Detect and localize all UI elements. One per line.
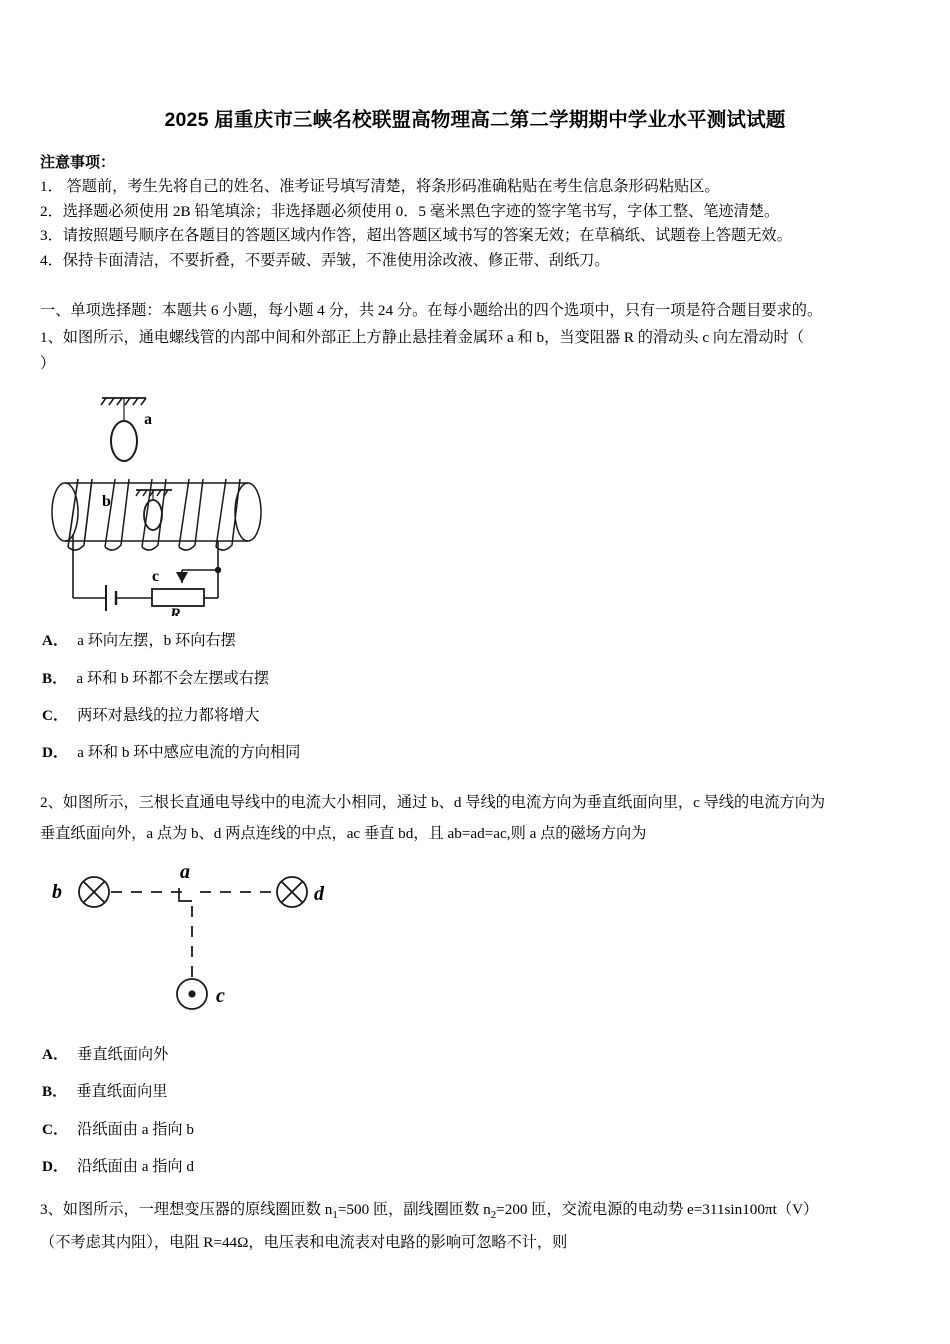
figure-solenoid-rings-circuit — [40, 384, 910, 616]
notice-heading: 注意事项： — [40, 154, 116, 172]
right-angle-marker — [179, 888, 192, 901]
option-label: D． — [42, 1157, 69, 1175]
three-wires-svg — [40, 858, 380, 1030]
q3-part-a: 3、如图所示，一理想变压器的原线圈匝数 n — [40, 1201, 333, 1219]
question-2-stem-line1: 2、如图所示，三根长直通电导线中的电流大小相同，通过 b、d 导线的电流方向为垂直纸面向里，c 导线的电流方向为 — [40, 793, 826, 811]
notice-list — [40, 175, 910, 274]
notice-item: 2．选择题必须使用 2B 铅笔填涂；非选择题必须使用 0．5 毫米黑色字迹的签字笔书写，字体工整、笔迹清楚。 — [40, 202, 780, 220]
solenoid-circuit-svg — [40, 384, 300, 616]
option-2-C — [40, 1118, 910, 1142]
question-2 — [40, 788, 910, 1180]
wire-b-into-page-icon — [79, 877, 109, 907]
question-1-options — [40, 629, 910, 765]
figure2-label-b: b — [52, 880, 62, 903]
option-text: 两环对悬线的拉力都将增大 — [77, 706, 260, 724]
q3-part-b: =500 匝，副线圈匝数 n — [337, 1201, 491, 1219]
question-2-stem-line2: 垂直纸面向外，a 点为 b、d 两点连线的中点，ac 垂直 bd，且 ab=ad=ac,则 a 点的磁场方向为 — [40, 824, 647, 842]
option-text: 沿纸面由 a 指向 d — [77, 1157, 195, 1175]
question-1 — [40, 326, 910, 766]
notice-item: 4．保持卡面清洁，不要折叠，不要弄破、弄皱，不准使用涂改液、修正带、刮纸刀。 — [40, 251, 610, 269]
option-label: B． — [42, 669, 68, 687]
question-1-stem-line2: ） — [40, 355, 56, 372]
option-text: a 环和 b 环都不会左摆或右摆 — [76, 669, 270, 687]
figure2-label-a: a — [180, 860, 190, 883]
figure-three-wires-field — [40, 858, 910, 1030]
option-1-B — [40, 667, 910, 691]
circuit-junction-dot — [215, 567, 221, 573]
option-text: 垂直纸面向外 — [77, 1045, 169, 1063]
option-2-D — [40, 1155, 910, 1179]
option-label: C． — [42, 1120, 69, 1138]
page-title: 2025 届重庆市三峡名校联盟高物理高二第二学期期中学业水平测试试题 — [164, 109, 786, 131]
option-label: D． — [42, 744, 69, 762]
question-3-stem-line1 — [40, 1195, 910, 1226]
option-2-B — [40, 1080, 910, 1104]
wire-d-into-page-icon — [277, 877, 307, 907]
section-heading: 一、单项选择题：本题共 6 小题，每小题 4 分，共 24 分。在每小题给出的四个选项中，只有一项是符合题目要求的。 — [40, 302, 823, 320]
rheostat-body — [152, 589, 204, 606]
option-label: A． — [42, 1045, 69, 1063]
figure1-label-R: R — [170, 606, 181, 617]
notice-item: 1． 答题前，考生先将自己的姓名、准考证号填写清楚，将条形码准确粘贴在考生信息条形码粘贴区。 — [40, 177, 720, 195]
option-1-C — [40, 704, 910, 728]
option-label: B． — [42, 1083, 68, 1101]
option-text: a 环向左摆，b 环向右摆 — [77, 632, 236, 650]
notice-item: 3．请按照题号顺序在各题目的答题区域内作答，超出答题区域书写的答案无效；在草稿纸、试题卷上答题无效。 — [40, 227, 792, 245]
question-3 — [40, 1195, 910, 1257]
q3-sub-n2: 2 — [490, 1209, 497, 1222]
q3-part-c: =200 匝，交流电源的电动势 e=311sin100πt（V） — [496, 1201, 819, 1219]
option-2-A — [40, 1043, 910, 1067]
figure1-label-c: c — [152, 568, 160, 586]
figure2-label-c: c — [216, 984, 225, 1007]
rheostat-slider-arrow — [176, 572, 188, 583]
option-text: 垂直纸面向里 — [76, 1083, 168, 1101]
option-1-D — [40, 741, 910, 765]
wire-c-out-of-page-icon — [177, 979, 207, 1009]
option-text: a 环和 b 环中感应电流的方向相同 — [77, 744, 301, 762]
option-1-A — [40, 629, 910, 653]
option-label: A． — [42, 632, 69, 650]
figure2-label-d: d — [314, 882, 324, 905]
question-2-options — [40, 1043, 910, 1179]
question-3-stem-line2: （不考虑其内阻），电阻 R=44Ω，电压表和电流表对电路的影响可忽略不计，则 — [40, 1234, 568, 1252]
option-label: C． — [42, 706, 69, 724]
q3-sub-n1: 1 — [332, 1209, 338, 1222]
question-1-stem-line1: 1、如图所示，通电螺线管的内部中间和外部正上方静止悬挂着金属环 a 和 b，当变阻器 R 的滑动头 c 向左滑动时（ — [40, 328, 805, 346]
figure1-label-a: a — [144, 411, 152, 429]
figure1-label-b: b — [102, 493, 111, 511]
option-text: 沿纸面由 a 指向 b — [77, 1120, 195, 1138]
